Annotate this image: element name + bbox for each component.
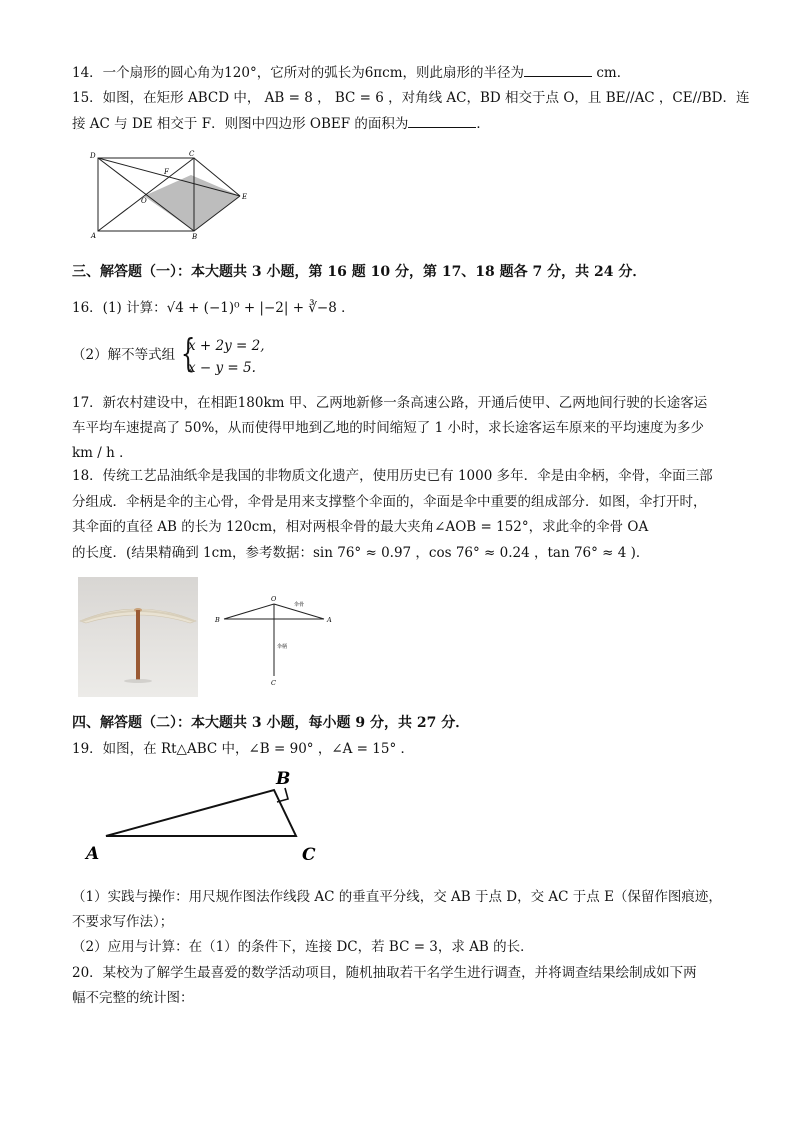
q16-equation-1: x + 2y = 2, (188, 338, 265, 354)
q18-line-3: 其伞面的直径 AB 的长为 120cm，相对两根伞骨的最大夹角∠AOB = 152°，求此伞的伞骨 OA (72, 519, 649, 535)
q19-line-1: 19．如图，在 Rt△ABC 中，∠B = 90° ，∠A = 15° ． (72, 741, 415, 757)
q14-text: 14．一个扇形的圆心角为120°，它所对的弧长为6πcm，则此扇形的半径为 (72, 65, 525, 81)
label-f: F (164, 168, 169, 176)
label-a: A (86, 844, 100, 864)
q17-line-2: 车平均车速提高了 50%，从而使得甲地到乙地的时间缩短了 1 小时，求长途客运车原来的平均速度为多少 (72, 420, 704, 436)
label-d: D (90, 152, 96, 160)
q19-part-1-line-1: （1）实践与操作：用尺规作图法作线段 AC 的垂直平分线，交 AB 于点 D，交 AC 于点 E（保留作图痕迹， (72, 889, 722, 905)
q19-part-2: （2）应用与计算：在（1）的条件下，连接 DC，若 BC = 3，求 AB 的长． (72, 939, 534, 955)
q18-line-2: 分组成．伞柄是伞的主心骨，伞骨是用来支撑整个伞面的，伞面是伞中重要的组成部分．如图，伞打开时， (72, 494, 707, 510)
label-c: C (189, 150, 195, 158)
q16-part-1: 16．(1) 计算：√4 + (−1)⁰ + |−2| + ∛−8 ． (72, 300, 355, 316)
q15-line-2: 接 AC 与 DE 相交于 F．则图中四边形 OBEF 的面积为 (72, 116, 409, 132)
label-b: B (215, 616, 220, 624)
right-triangle-figure (80, 768, 330, 868)
label-c: C (302, 845, 316, 865)
rectangle-figure (88, 148, 258, 240)
label-rib: 伞骨 (294, 602, 305, 608)
label-c: C (271, 679, 276, 687)
q16-equation-2: x − y = 5. (188, 360, 256, 376)
q20-line-1: 20．某校为了解学生最喜爱的数学活动项目，随机抽取若干名学生进行调查，并将调查结果绘制成如下两 (72, 965, 697, 981)
q19-part-1-line-2: 不要求写作法）； (72, 914, 174, 930)
q15-answer-blank[interactable] (408, 113, 476, 128)
section-3-heading: 三、解答题（一）：本大题共 3 小题，第 16 题 10 分，第 17、18 题各 7 分，共 24 分． (72, 264, 647, 280)
question-14 (72, 62, 630, 83)
q18-line-1: 18．传统工艺品油纸伞是我国的非物质文化遗产，使用历史已有 1000 多年．伞是由伞柄，伞骨，伞面三部 (72, 468, 713, 484)
label-e: E (242, 193, 248, 201)
umbrella-photo (78, 577, 198, 697)
system-brace: { (180, 331, 196, 375)
umbrella-image (78, 577, 198, 697)
q18-line-4: 的长度．(结果精确到 1cm，参考数据：sin 76° ≈ 0.97 ，cos 76° ≈ 0.24 ，tan 76° ≈ 4 )． (72, 545, 650, 561)
label-o: O (271, 595, 277, 603)
rib-ob (224, 604, 274, 619)
q14-unit: cm． (596, 65, 631, 81)
label-a: A (91, 232, 97, 240)
question-15-line-2 (72, 113, 490, 134)
label-b: B (276, 769, 291, 789)
q16-part-2-label: （2）解不等式组 (72, 347, 176, 363)
q20-line-2: 幅不完整的统计图： (72, 990, 194, 1006)
umbrella-diagram (212, 592, 337, 692)
q15-line-1: 15．如图，在矩形 ABCD 中， AB = 8 ， BC = 6 ，对角线 AC，BD 相交于点 O，且 BE//AC ，CE//BD．连 (72, 90, 750, 106)
triangle-abc (106, 790, 296, 836)
q17-line-1: 17．新农村建设中，在相距180km 甲、乙两地新修一条高速公路，开通后使甲、乙两地间行驶的长途客运 (72, 395, 708, 411)
label-a: A (327, 616, 332, 624)
label-b: B (192, 233, 198, 240)
label-o: O (141, 197, 147, 205)
section-4-heading: 四、解答题（二）：本大题共 3 小题，每小题 9 分，共 27 分． (72, 715, 470, 731)
label-handle: 伞柄 (277, 644, 288, 650)
q15-line-2-end: ． (476, 116, 490, 132)
q17-line-3: km / h ． (72, 445, 133, 461)
q14-answer-blank[interactable] (524, 62, 592, 77)
